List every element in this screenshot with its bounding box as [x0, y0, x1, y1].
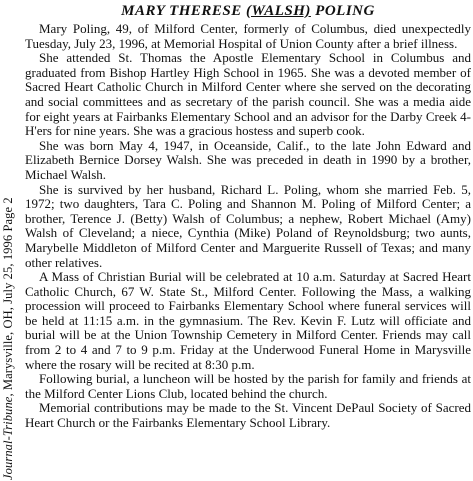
source-caption: [1, 10, 15, 480]
paragraph-death-notice: Mary Poling, 49, of Milford Center, formerly of Columbus, died unexpectedly Tuesday, July 23, 1996, at Memorial Hospital of Union County after a brief illness.: [25, 21, 471, 51]
obituary-headline: [25, 2, 471, 21]
paragraph-services: A Mass of Christian Burial will be celebrated at 10 a.m. Saturday at Sacred Heart Catholic Church, 67 W. State St., Milford Center. Following the Mass, a walking procession will proceed to Fairbanks Elementary School where funeral services will be held at 11:15 a.m. in the gymnasium. The Rev. Kevin F. Lutz will officiate and burial will be at the Union Township Cemetery in Milford Center. Friends may call from 2 to 4 and 7 to 9 p.m. Friday at the Underwood Funeral Home in Marysville where the rosary will be recited at 8:30 p.m.: [25, 269, 471, 372]
headline-name-end: POLING: [310, 3, 375, 19]
paragraph-survivors: She is survived by her husband, Richard L. Poling, whom she married Feb. 5, 1972; two daughters, Tara C. Poling and Shannon M. Poling of Milford Center; a brother, Terence J. (Betty) Walsh of Columbus; a nephew, Robert Michael (Amy) Walsh of Cleveland; a niece, Cynthia (Mike) Poland of Reynoldsburg; two aunts, Marybelle Middleton of Milford Center and Marguerite Russell of Texas; and many other relatives.: [25, 181, 471, 270]
publication-details: , Marysville, OH, July 25, 1996 Page 2: [1, 197, 15, 397]
obituary-article: [25, 2, 471, 431]
paragraph-luncheon: Following burial, a luncheon will be hosted by the parish for family and friends at the Milford Center Lions Club, located behind the church.: [25, 371, 471, 401]
paragraph-biography: She attended St. Thomas the Apostle Elementary School in Columbus and graduated from Bishop Hartley High School in 1965. She was a devoted member of Sacred Heart Catholic Church in Milford Center where she served on the decorating and social committees and as secretary of the parish council. She was a media aide for eight years at Fairbanks Elementary School and an advisor for the Darby Creek 4-H'ers for nine years. She was a gracious hostess and superb cook.: [25, 50, 471, 139]
headline-maiden-name: (WALSH): [246, 3, 311, 19]
newspaper-name: Journal-Tribune: [1, 396, 15, 480]
headline-name-start: MARY THERESE: [121, 3, 247, 19]
paragraph-birth: She was born May 4, 1947, in Oceanside, Calif., to the late John Edward and Elizabeth Bernice Dorsey Walsh. She was preceded in death in 1990 by a brother, Michael Walsh.: [25, 137, 471, 182]
paragraph-memorials: Memorial contributions may be made to the St. Vincent DePaul Society of Sacred Heart Church or the Fairbanks Elementary School Library.: [25, 400, 471, 431]
